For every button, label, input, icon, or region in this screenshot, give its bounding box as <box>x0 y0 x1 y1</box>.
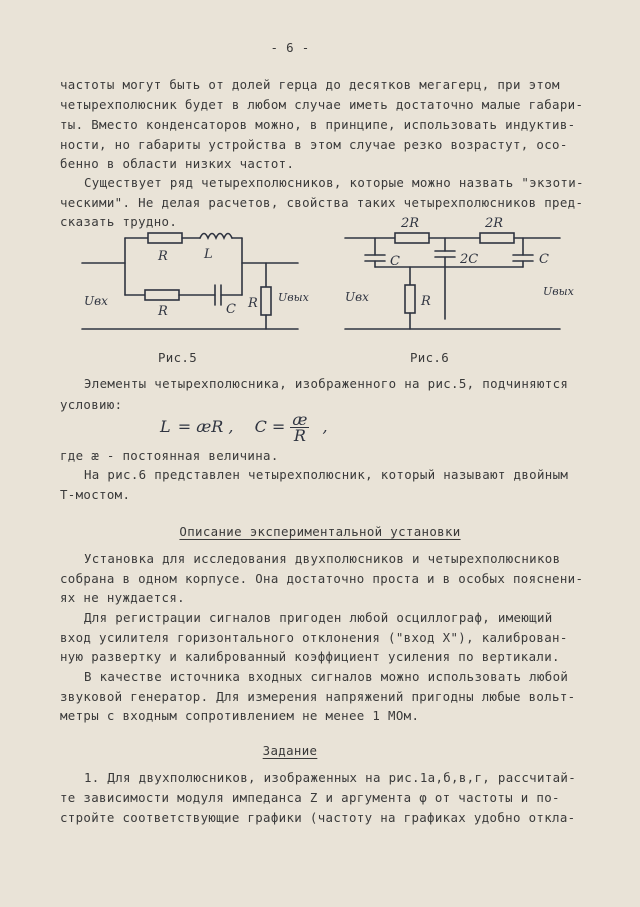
text-line: ности, но габариты устройства в этом случае резко возрастут, осо- <box>60 137 568 152</box>
page-number: - 6 - <box>270 40 310 55</box>
text-line: собрана в одном корпусе. Она достаточно проста и в особых пояснени- <box>60 571 584 586</box>
text-line: стройте соответствующие графики (частоту на графиках удобно откла- <box>60 810 576 825</box>
text-line: четырехполюсник будет в любом случае иметь достаточно малые габари- <box>60 97 584 112</box>
inductor-l <box>200 234 232 239</box>
text-line: Установка для исследования двухполюсников и четырехполюсников <box>84 551 561 566</box>
text-line: ях не нуждается. <box>60 590 185 605</box>
label-r: R <box>421 294 431 309</box>
formula-comma: , <box>322 417 328 436</box>
label-r-bottom: R <box>158 304 168 319</box>
figure-5-circuit <box>70 225 310 345</box>
figure-5-caption: Рис.5 <box>158 350 198 365</box>
resistor-2r-left <box>395 233 429 243</box>
text-line: метры с входным сопротивлением не менее 1 МОм. <box>60 708 420 723</box>
label-2c: 2C <box>460 252 479 267</box>
label-r-out: R <box>248 296 258 311</box>
formula-l: L <box>160 417 171 436</box>
text-line: Существует ряд четырехполюсников, которые можно назвать "экзоти- <box>84 175 584 190</box>
text-line: 1. Для двухполюсников, изображенных на рис.1а,б,в,г, рассчитай- <box>84 770 577 785</box>
resistor-r-top <box>148 233 182 243</box>
section-title-setup: Описание экспериментальной установки <box>179 524 461 539</box>
text-line: ческими". Не делая расчетов, свойства таких четырехполюсников пред- <box>60 195 584 210</box>
resistor-r-bottom <box>145 290 179 300</box>
section-title-task: Задание <box>262 743 318 758</box>
figure-6-caption: Рис.6 <box>410 350 450 365</box>
label-uout: Uвых <box>543 285 574 298</box>
label-c-right: C <box>539 252 549 267</box>
label-l: L <box>204 247 213 262</box>
resistor-r <box>405 285 415 313</box>
text-line: те зависимости модуля импеданса Z и аргумента φ от частоты и по- <box>60 790 560 805</box>
text-line: ную развертку и калиброванный коэффициент усиления по вертикали. <box>60 649 560 664</box>
text-line: Для регистрации сигналов пригоден любой осциллограф, имеющий <box>84 610 553 625</box>
text-line: На рис.6 представлен четырехполюсник, который называют двойным <box>84 467 569 482</box>
label-uin: Uвх <box>84 294 108 308</box>
text-line: Т-мостом. <box>60 487 131 502</box>
resistor-r-out <box>261 287 271 315</box>
text-line: ты. Вместо конденсаторов можно, в принципе, использовать индуктив- <box>60 117 576 132</box>
label-r-top: R <box>158 249 168 264</box>
label-uout: Uвых <box>278 291 309 304</box>
formula-fraction <box>290 412 309 443</box>
resistor-2r-right <box>480 233 514 243</box>
text-line: сказать трудно. <box>60 214 178 229</box>
label-2r-right: 2R <box>485 216 504 231</box>
text-line: Элементы четырехполюсника, изображенного на рис.5, подчиняются <box>84 376 569 391</box>
label-c: C <box>226 302 236 317</box>
text-line: бенно в области низких частот. <box>60 156 295 171</box>
label-uin: Uвх <box>345 290 369 304</box>
formula <box>160 412 328 443</box>
fraction-numerator: æ <box>292 410 308 429</box>
label-c-left: C <box>390 254 400 269</box>
fraction-denominator: R <box>293 426 306 445</box>
formula-eq1: = æR , <box>177 417 234 436</box>
text-line: В качестве источника входных сигналов можно использовать любой <box>84 669 569 684</box>
text-line: условию: <box>60 397 123 412</box>
text-line: звуковой генератор. Для измерения напряжений пригодны любые вольт- <box>60 689 576 704</box>
formula-c: C = <box>254 417 286 436</box>
figure-6-circuit <box>335 215 585 345</box>
text-line: вход усилителя горизонтального отклонения ("вход X"), калиброван- <box>60 630 568 645</box>
text-line: частоты могут быть от долей герца до десятков мегагерц, при этом <box>60 77 560 92</box>
where-line: где æ - постоянная величина. <box>60 448 279 463</box>
label-2r-left: 2R <box>401 216 420 231</box>
